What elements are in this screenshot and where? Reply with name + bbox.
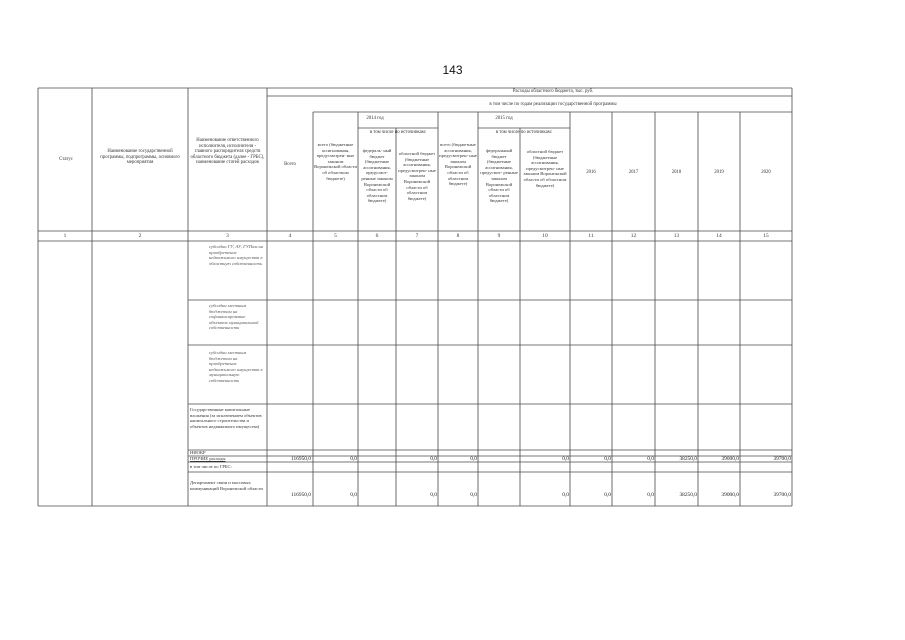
other-2018-cell: 38250,0 [679,456,697,462]
header-expenses-title: Расходы областного бюджета, тыс. руб. [512,89,594,94]
row-label-other-expenses: ПРОЧИЕ расходы [190,456,226,461]
col-number: 1 [63,233,67,239]
row-label-department: Департамент связи и массовых коммуникаций Воронежской области [190,480,263,491]
other-2019-cell: 39000,0 [721,456,739,462]
dept-2018-cell: 38250,0 [679,492,697,498]
other-2016-cell: 0,0 [604,456,611,462]
row-label-subsidies-2: субсидии местным бюджетам на софинансирование объектов муниципальной собственности [209,303,259,331]
other-2015-regional-cell: 0,0 [562,456,569,462]
row-label-subsidies-1: субсидии ГУ, АУ, ГУПам на приобретение недвижимого имущества в областную собственность [209,244,264,266]
header-2014-federal: федераль- ный бюджет (бюджетные ассигнования, предусмот- ренные законом Воронежской области об областном бюджете) [361,148,393,204]
dept-2016-cell: 0,0 [604,492,611,498]
col-number: 13 [673,233,680,239]
header-year-2020: 2020 [761,170,771,175]
col-number: 5 [334,233,337,239]
header-2015-regional: областной бюджет (бюджетные ассигнования, предусмотрен- ные законом Воронежской области об областном бюджете) [523,149,567,188]
dept-2015-regional-cell: 0,0 [562,492,569,498]
page-number: 143 [442,63,463,77]
dept-total-cell: 116950,0 [290,492,311,498]
row-label-incl-grbs: в том числе по ГРБС: [190,464,232,469]
header-2014-total: всего (бюджетные ассигнования, предусмотрен- ные законом Воронежской области об областном бюджете) [314,142,357,181]
header-executor-name: Наименование ответственного исполнителя, исполнителя - главного распорядителя средств областного бюджета (далее - ГРБС), наименование статей расходов [190,138,265,166]
header-year-2016: 2016 [586,170,596,175]
col-number: 6 [375,233,379,239]
col-number: 11 [588,233,594,239]
other-2020-cell: 39700,0 [773,456,791,462]
header-year-2015: 2015 год [495,116,513,121]
header-year-2017: 2017 [628,170,639,175]
other-2015-total-cell: 0,0 [470,456,477,462]
dept-2019-cell: 39000,0 [721,492,739,498]
other-total-cell: 116950,0 [290,456,311,462]
col-number: 15 [763,233,769,239]
col-number: 14 [716,233,722,239]
row-label-subsidies-3: субсидии местным бюджетам на приобретение недвижимого имущества в муниципальную собственность [209,350,263,383]
col-number: 8 [456,233,460,239]
col-number: 10 [542,233,548,239]
col-number: 4 [288,233,292,239]
col-number: 2 [138,233,142,239]
header-year-2019: 2019 [714,170,724,175]
dept-2015-total-cell: 0,0 [470,492,477,498]
header-program-name: Наименование государственной программы, подпрограммы, основного мероприятия [100,149,180,166]
dept-2014-total-cell: 0,0 [350,492,357,498]
header-2015-total: всего (бюджетные ассигнования, предусмотрен- ные законом Воронежской области об областном бюджете) [439,142,477,187]
other-2017-cell: 0,0 [647,456,654,462]
header-total: Всего [284,162,296,167]
row-label-niokr: НИОКР [190,450,206,455]
header-incl-receipts-2015: в том числе по источникам: [495,130,553,135]
header-year-2018: 2018 [671,170,682,175]
header-status: Статус [59,157,73,162]
other-2014-total-cell: 0,0 [350,456,357,462]
header-year-2014: 2014 год [366,116,384,121]
col-number: 7 [415,233,419,239]
col-number: 12 [630,233,637,239]
header-2014-regional: областной бюджет (бюджетные ассигнования, предусмотрен- ные законом Воронежской области об областном бюджете) [398,151,436,201]
dept-2017-cell: 0,0 [647,492,654,498]
col-number: 3 [226,233,229,239]
col-number: 9 [497,233,501,239]
row-label-state-capital: Государственные капитальные вложения (за исключением объектов капитального строительства и объектов недвижимого имущества) [190,407,262,429]
dept-2014-regional-cell: 0,0 [430,492,437,498]
dept-2020-cell: 39700,0 [773,492,791,498]
header-2015-federal: федеральный бюджет (бюджетные ассигнования, предусмот- ренные законом Воронежской области об областном бюджете) [480,148,518,204]
other-2014-regional-cell: 0,0 [430,456,437,462]
header-incl-receipts-2014: в том числе по источникам: [369,130,427,135]
header-by-years-title: в том числе по годам реализации государственной программы [489,102,617,107]
